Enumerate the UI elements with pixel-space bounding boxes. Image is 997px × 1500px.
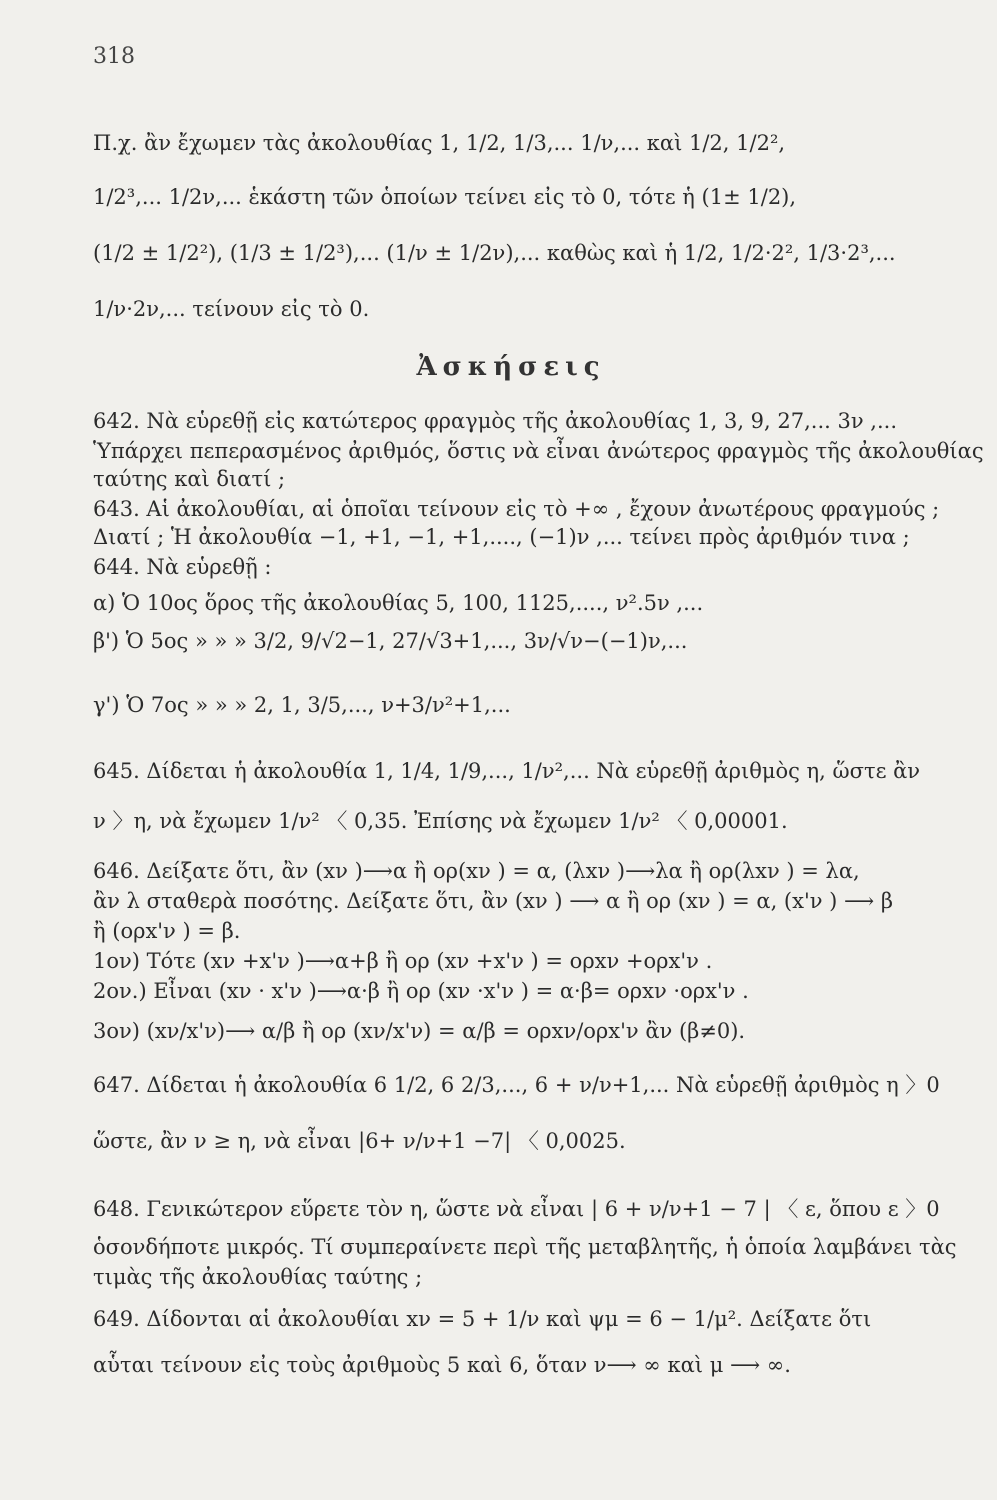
exercise-line: 3ον) (xν/x'ν)⟶ α/β ἢ ορ (xν/x'ν) = α/β = ορxν/ορx'ν ἂν (β≠0). bbox=[93, 1019, 746, 1043]
exercise-line: 646. Δείξατε ὅτι, ἂν (xν )⟶α ἢ ορ(xν ) = α, (λxν )⟶λα ἢ ορ(λxν ) = λα, bbox=[93, 859, 860, 883]
exercise-line: ἂν λ σταθερὰ ποσότης. Δείξατε ὅτι, ἂν (xν ) ⟶ α ἢ ορ (xν ) = α, (x'ν ) ⟶ β bbox=[93, 889, 893, 913]
page-number: 318 bbox=[93, 44, 135, 69]
intro-line: Π.χ. ἂν ἔχωμεν τὰς ἀκολουθίας 1, 1/2, 1/3,... 1/ν,... καὶ 1/2, 1/2², bbox=[93, 131, 786, 155]
exercise-line: α) Ὁ 10ος ὅρος τῆς ἀκολουθίας 5, 100, 1125,...., ν².5ν ,... bbox=[93, 591, 704, 615]
exercise-line: γ') Ὁ 7ος » » » 2, 1, 3/5,..., ν+3/ν²+1,... bbox=[93, 693, 511, 717]
exercise-line: Ὑπάρχει πεπερασμένος ἀριθμός, ὅστις νὰ εἶναι ἀνώτερος φραγμὸς τῆς ἀκολουθίας bbox=[93, 439, 984, 463]
intro-line: 1/ν·2ν,... τείνουν εἰς τὸ 0. bbox=[93, 297, 370, 321]
exercise-line: β') Ὁ 5ος » » » 3/2, 9/√2−1, 27/√3+1,..., 3ν/√ν−(−1)ν,... bbox=[93, 629, 688, 653]
intro-line: (1/2 ± 1/2²), (1/3 ± 1/2³),... (1/ν ± 1/2ν),... καθὼς καὶ ἡ 1/2, 1/2·2², 1/3·2³,... bbox=[93, 241, 896, 265]
exercise-line: Διατί ; Ἡ ἀκολουθία −1, +1, −1, +1,...., (−1)ν ,... τείνει πρὸς ἀριθμόν τινα ; bbox=[93, 525, 910, 549]
exercise-line: 2ον.) Εἶναι (xν · x'ν )⟶α·β ἢ ορ (xν ·x'ν ) = α·β= ορxν ·ορx'ν . bbox=[93, 979, 749, 1003]
exercise-line: 644. Νὰ εὑρεθῇ : bbox=[93, 555, 272, 579]
exercise-line: 645. Δίδεται ἡ ἀκολουθία 1, 1/4, 1/9,..., 1/ν²,... Νὰ εὑρεθῇ ἀριθμὸς η, ὥστε ἂν bbox=[93, 759, 921, 783]
exercise-line: 643. Αἱ ἀκολουθίαι, αἱ ὁποῖαι τείνουν εἰς τὸ +∞ , ἔχουν ἀνωτέρους φραγμούς ; bbox=[93, 497, 940, 521]
exercise-line: 647. Δίδεται ἡ ἀκολουθία 6 1/2, 6 2/3,..., 6 + ν/ν+1,... Νὰ εὑρεθῇ ἀριθμὸς η 〉0 bbox=[93, 1073, 940, 1097]
exercise-line: ὁσονδήποτε μικρός. Τί συμπεραίνετε περὶ τῆς μεταβλητῆς, ἡ ὁποία λαμβάνει τὰς bbox=[93, 1235, 957, 1259]
exercise-line: αὗται τείνουν εἰς τοὺς ἀριθμοὺς 5 καὶ 6, ὅταν ν⟶ ∞ καὶ μ ⟶ ∞. bbox=[93, 1353, 791, 1377]
exercise-line: 649. Δίδονται αἱ ἀκολουθίαι xν = 5 + 1/ν καὶ ψμ = 6 − 1/μ². Δείξατε ὅτι bbox=[93, 1307, 872, 1331]
exercise-line: ν 〉η, νὰ ἔχωμεν 1/ν² 〈 0,35. Ἐπίσης νὰ ἔχωμεν 1/ν² 〈 0,00001. bbox=[93, 809, 788, 833]
intro-line: 1/2³,... 1/2ν,... ἑκάστη τῶν ὁποίων τείνει εἰς τὸ 0, τότε ἡ (1± 1/2), bbox=[93, 185, 797, 209]
exercise-line: ὥστε, ἂν ν ≥ η, νὰ εἶναι |6+ ν/ν+1 −7| 〈 0,0025. bbox=[93, 1129, 626, 1153]
exercise-line: ἢ (ορx'ν ) = β. bbox=[93, 919, 241, 943]
exercise-line: 1ον) Τότε (xν +x'ν )⟶α+β ἢ ορ (xν +x'ν ) = ορxν +ορx'ν . bbox=[93, 949, 713, 973]
exercise-line: ταύτης καὶ διατί ; bbox=[93, 467, 286, 491]
section-title: Ἀσκήσεις bbox=[416, 352, 606, 382]
exercise-line: τιμὰς τῆς ἀκολουθίας ταύτης ; bbox=[93, 1265, 423, 1289]
exercise-line: 648. Γενικώτερον εὕρετε τὸν η, ὥστε νὰ εἶναι | 6 + ν/ν+1 − 7 | 〈 ε, ὅπου ε 〉0 bbox=[93, 1197, 940, 1221]
exercise-line: 642. Νὰ εὑρεθῇ εἰς κατώτερος φραγμὸς τῆς ἀκολουθίας 1, 3, 9, 27,... 3ν ,... bbox=[93, 409, 897, 433]
